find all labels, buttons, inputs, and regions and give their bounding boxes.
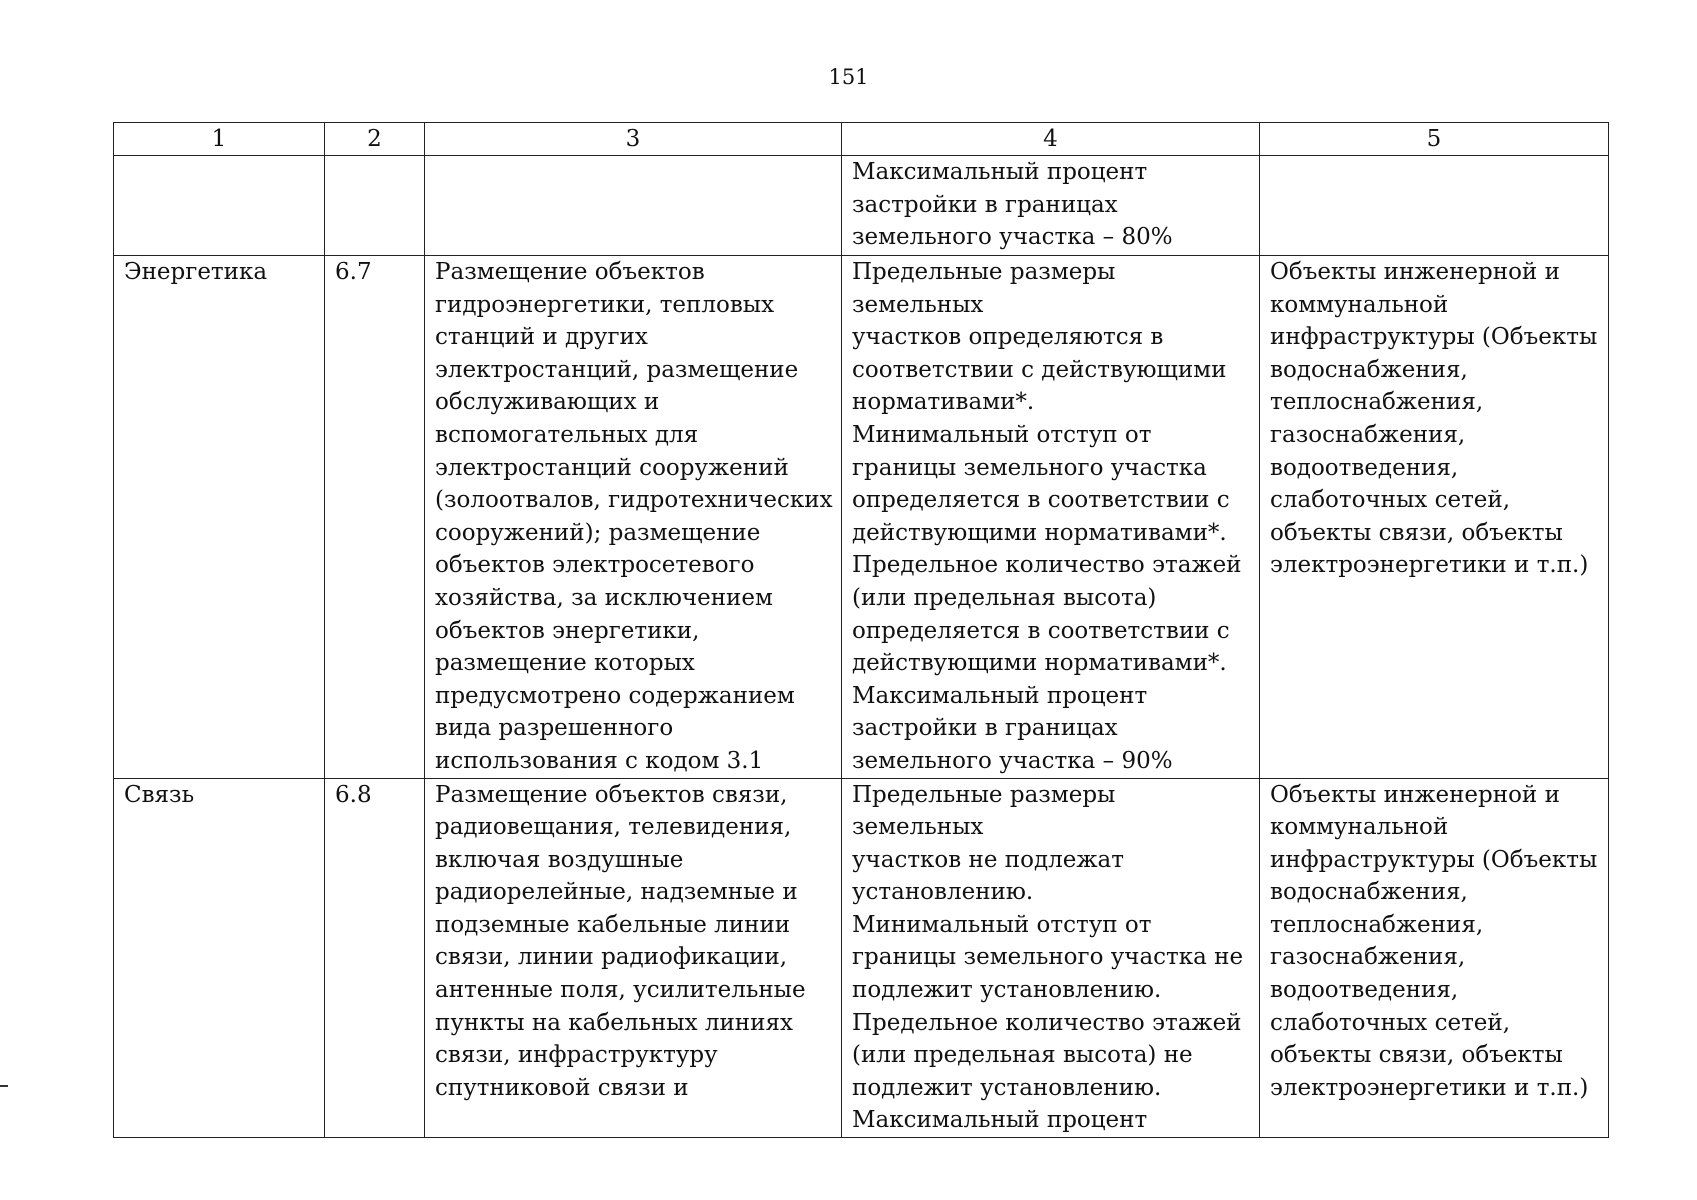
column-header-5: 5 (1260, 123, 1609, 156)
cell-objects (1260, 156, 1609, 256)
cell-name: Энергетика (114, 256, 325, 779)
land-use-table (113, 122, 1609, 1138)
cell-code (325, 156, 425, 256)
column-header-2: 2 (325, 123, 425, 156)
page-number: 151 (828, 65, 869, 89)
table-header-row (114, 123, 1609, 156)
cell-parameters: Предельные размеры земельных участков определяются в соответствии с действующими нормативами*. Минимальный отступ от границы земельного участка определяется в соответствии с действующими нормативами*. Предельное количество этажей (или предельная высота) определяется в соответствии с действующими нормативами*. Максимальный процент застройки в границах земельного участка – 90% (842, 256, 1260, 779)
table-row-energetika (114, 256, 1609, 779)
table-row-continuation (114, 156, 1609, 256)
cell-description (425, 156, 842, 256)
column-header-3: 3 (425, 123, 842, 156)
cell-description: Размещение объектов гидроэнергетики, тепловых станций и других электростанций, размещение обслуживающих и вспомогательных для электростанций сооружений (золоотвалов, гидротехнических сооружений); размещение объектов электросетевого хозяйства, за исключением объектов энергетики, размещение которых предусмотрено содержанием вида разрешенного использования с кодом 3.1 (425, 256, 842, 779)
scan-edge-mark (0, 1085, 8, 1087)
cell-parameters: Максимальный процент застройки в границах земельного участка – 80% (842, 156, 1260, 256)
column-header-4: 4 (842, 123, 1260, 156)
cell-objects: Объекты инженерной и коммунальной инфраструктуры (Объекты водоснабжения, теплоснабжения, газоснабжения, водоотведения, слаботочных сетей, объекты связи, объекты электроэнергетики и т.п.) (1260, 256, 1609, 779)
column-header-1: 1 (114, 123, 325, 156)
cell-parameters: Предельные размеры земельных участков не подлежат установлению. Минимальный отступ от границы земельного участка не подлежит установлению. Предельное количество этажей (или предельная высота) не подлежит установлению. Максимальный процент (842, 778, 1260, 1138)
cell-code: 6.7 (325, 256, 425, 779)
cell-name (114, 156, 325, 256)
cell-description: Размещение объектов связи, радиовещания, телевидения, включая воздушные радиорелейные, надземные и подземные кабельные линии связи, линии радиофикации, антенные поля, усилительные пункты на кабельных линиях связи, инфраструктуру спутниковой связи и (425, 778, 842, 1138)
table-row-svyaz (114, 778, 1609, 1138)
cell-objects: Объекты инженерной и коммунальной инфраструктуры (Объекты водоснабжения, теплоснабжения, газоснабжения, водоотведения, слаботочных сетей, объекты связи, объекты электроэнергетики и т.п.) (1260, 778, 1609, 1138)
cell-code: 6.8 (325, 778, 425, 1138)
cell-name: Связь (114, 778, 325, 1138)
